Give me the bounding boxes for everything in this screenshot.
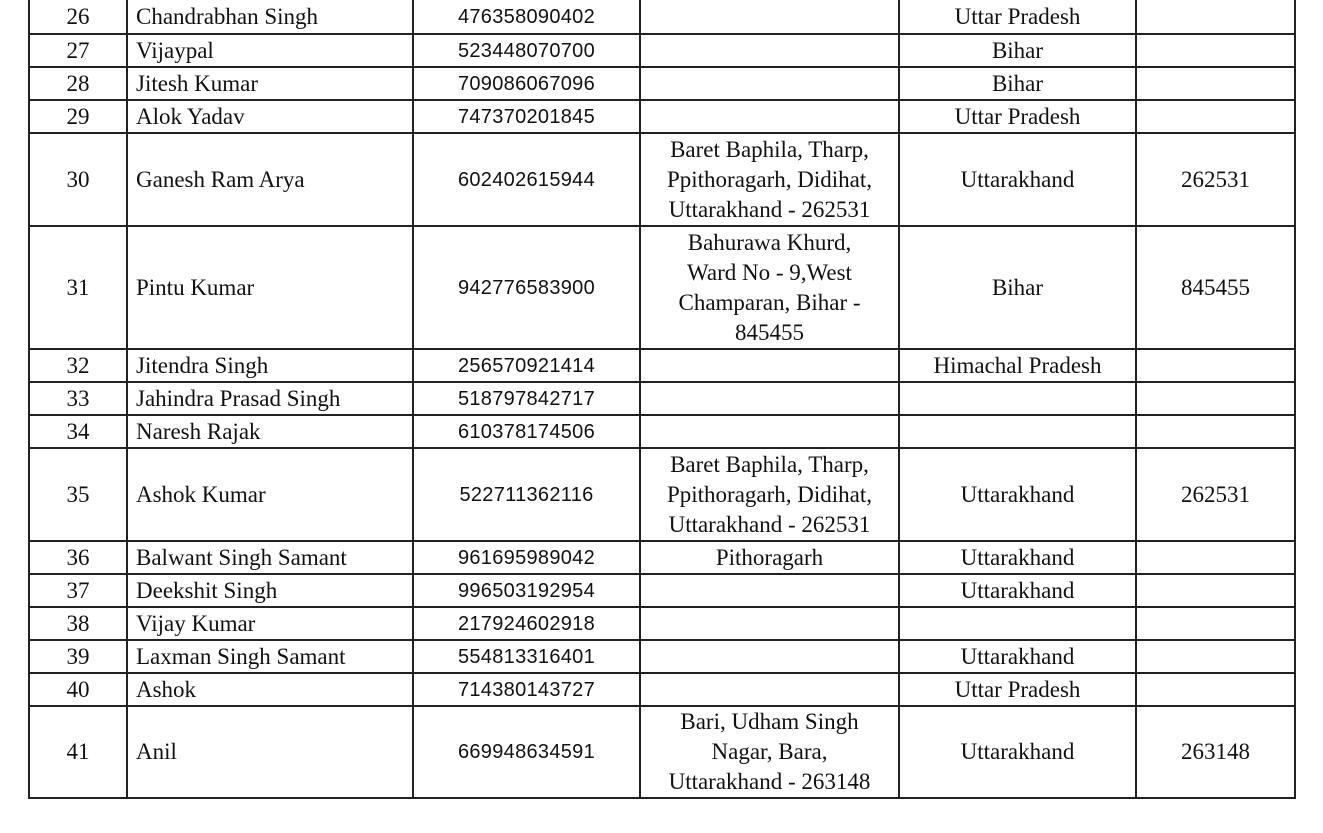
name-cell: Balwant Singh Samant	[127, 541, 413, 574]
pincode-cell: 263148	[1136, 706, 1295, 798]
address-line: Champaran, Bihar -	[678, 289, 861, 315]
state-cell: Uttar Pradesh	[899, 673, 1136, 706]
address-line: Uttarakhand - 262531	[668, 511, 871, 537]
address-cell	[640, 349, 899, 382]
serial-number-cell: 32	[29, 349, 127, 382]
table-row	[29, 541, 1295, 574]
pincode-cell	[1136, 67, 1295, 100]
pincode-cell: 262531	[1136, 133, 1295, 226]
address-line: Baret Baphila, Tharp,	[670, 136, 869, 162]
table-row	[29, 226, 1295, 349]
address-line: Uttarakhand - 262531	[668, 196, 871, 222]
serial-number-cell: 34	[29, 415, 127, 448]
aadhaar-number-cell: 610378174506	[413, 415, 640, 448]
table-row	[29, 100, 1295, 133]
aadhaar-number-cell: 476358090402	[413, 0, 640, 34]
aadhaar-number-cell: 709086067096	[413, 67, 640, 100]
aadhaar-number-cell: 256570921414	[413, 349, 640, 382]
pincode-cell: 262531	[1136, 448, 1295, 541]
address-cell	[640, 226, 899, 349]
records-table-body	[29, 0, 1295, 798]
address-line: 845455	[735, 319, 804, 345]
name-cell: Anil	[127, 706, 413, 798]
state-cell: Uttar Pradesh	[899, 100, 1136, 133]
pincode-cell	[1136, 349, 1295, 382]
state-cell: Bihar	[899, 67, 1136, 100]
aadhaar-number-cell: 714380143727	[413, 673, 640, 706]
table-row	[29, 133, 1295, 226]
pincode-cell	[1136, 673, 1295, 706]
name-cell: Vijaypal	[127, 34, 413, 67]
address-cell	[640, 640, 899, 673]
name-cell: Vijay Kumar	[127, 607, 413, 640]
state-cell: Himachal Pradesh	[899, 349, 1136, 382]
state-cell: Uttarakhand	[899, 133, 1136, 226]
serial-number-cell: 35	[29, 448, 127, 541]
aadhaar-number-cell: 747370201845	[413, 100, 640, 133]
table-row	[29, 349, 1295, 382]
serial-number-cell: 37	[29, 574, 127, 607]
serial-number-cell: 30	[29, 133, 127, 226]
aadhaar-number-cell: 669948634591	[413, 706, 640, 798]
name-cell: Laxman Singh Samant	[127, 640, 413, 673]
name-cell: Chandrabhan Singh	[127, 0, 413, 34]
state-cell: Bihar	[899, 226, 1136, 349]
address-cell	[640, 574, 899, 607]
name-cell: Ganesh Ram Arya	[127, 133, 413, 226]
serial-number-cell: 36	[29, 541, 127, 574]
pincode-cell: 845455	[1136, 226, 1295, 349]
address-cell	[640, 607, 899, 640]
address-cell	[640, 0, 899, 34]
name-cell: Naresh Rajak	[127, 415, 413, 448]
address-line: Nagar, Bara,	[711, 739, 828, 764]
name-cell: Jahindra Prasad Singh	[127, 382, 413, 415]
table-row	[29, 448, 1295, 541]
aadhaar-number-cell: 942776583900	[413, 226, 640, 349]
aadhaar-number-cell: 217924602918	[413, 607, 640, 640]
name-cell: Jitendra Singh	[127, 349, 413, 382]
address-line: Bari, Udham Singh	[680, 709, 859, 734]
name-cell: Alok Yadav	[127, 100, 413, 133]
aadhaar-number-cell: 522711362116	[413, 448, 640, 541]
state-cell: Uttar Pradesh	[899, 0, 1136, 34]
table-row	[29, 67, 1295, 100]
table-row	[29, 706, 1295, 798]
table-row	[29, 382, 1295, 415]
records-table	[28, 0, 1296, 799]
name-cell: Pintu Kumar	[127, 226, 413, 349]
serial-number-cell: 40	[29, 673, 127, 706]
state-cell	[899, 415, 1136, 448]
serial-number-cell: 29	[29, 100, 127, 133]
address-cell	[640, 448, 899, 541]
serial-number-cell: 28	[29, 67, 127, 100]
aadhaar-number-cell: 996503192954	[413, 574, 640, 607]
state-cell	[899, 607, 1136, 640]
aadhaar-number-cell: 602402615944	[413, 133, 640, 226]
address-cell	[640, 133, 899, 226]
name-cell: Ashok	[127, 673, 413, 706]
serial-number-cell: 27	[29, 34, 127, 67]
table-row	[29, 34, 1295, 67]
address-line: Pithoragarh	[715, 544, 824, 570]
table-row	[29, 640, 1295, 673]
serial-number-cell: 31	[29, 226, 127, 349]
address-line: Ppithoragarh, Didihat,	[666, 481, 873, 507]
address-line: Uttarakhand - 263148	[668, 769, 871, 794]
serial-number-cell: 39	[29, 640, 127, 673]
address-cell	[640, 67, 899, 100]
serial-number-cell: 41	[29, 706, 127, 798]
name-cell: Deekshit Singh	[127, 574, 413, 607]
serial-number-cell: 33	[29, 382, 127, 415]
table-row	[29, 415, 1295, 448]
pincode-cell	[1136, 382, 1295, 415]
state-cell	[899, 382, 1136, 415]
aadhaar-number-cell: 961695989042	[413, 541, 640, 574]
pincode-cell	[1136, 607, 1295, 640]
address-cell	[640, 673, 899, 706]
address-line: Bahurawa Khurd,	[687, 229, 852, 255]
address-line: Baret Baphila, Tharp,	[670, 451, 869, 477]
address-cell	[640, 382, 899, 415]
serial-number-cell: 26	[29, 0, 127, 34]
aadhaar-number-cell: 554813316401	[413, 640, 640, 673]
table-row	[29, 0, 1295, 34]
address-cell	[640, 34, 899, 67]
pincode-cell	[1136, 0, 1295, 34]
name-cell: Jitesh Kumar	[127, 67, 413, 100]
pincode-cell	[1136, 541, 1295, 574]
pincode-cell	[1136, 415, 1295, 448]
pincode-cell	[1136, 574, 1295, 607]
address-line: Ppithoragarh, Didihat,	[666, 166, 873, 192]
state-cell: Uttarakhand	[899, 448, 1136, 541]
pincode-cell	[1136, 34, 1295, 67]
document-page	[28, 0, 1296, 799]
table-row	[29, 673, 1295, 706]
address-cell	[640, 541, 899, 574]
aadhaar-number-cell: 523448070700	[413, 34, 640, 67]
pincode-cell	[1136, 640, 1295, 673]
name-cell: Ashok Kumar	[127, 448, 413, 541]
table-row	[29, 574, 1295, 607]
state-cell: Uttarakhand	[899, 640, 1136, 673]
address-line: Ward No - 9,West	[687, 259, 852, 285]
state-cell: Uttarakhand	[899, 574, 1136, 607]
aadhaar-number-cell: 518797842717	[413, 382, 640, 415]
serial-number-cell: 38	[29, 607, 127, 640]
pincode-cell	[1136, 100, 1295, 133]
table-row	[29, 607, 1295, 640]
address-cell	[640, 415, 899, 448]
address-cell	[640, 100, 899, 133]
state-cell: Uttarakhand	[899, 541, 1136, 574]
state-cell: Bihar	[899, 34, 1136, 67]
state-cell: Uttarakhand	[899, 706, 1136, 798]
address-cell	[640, 706, 899, 798]
